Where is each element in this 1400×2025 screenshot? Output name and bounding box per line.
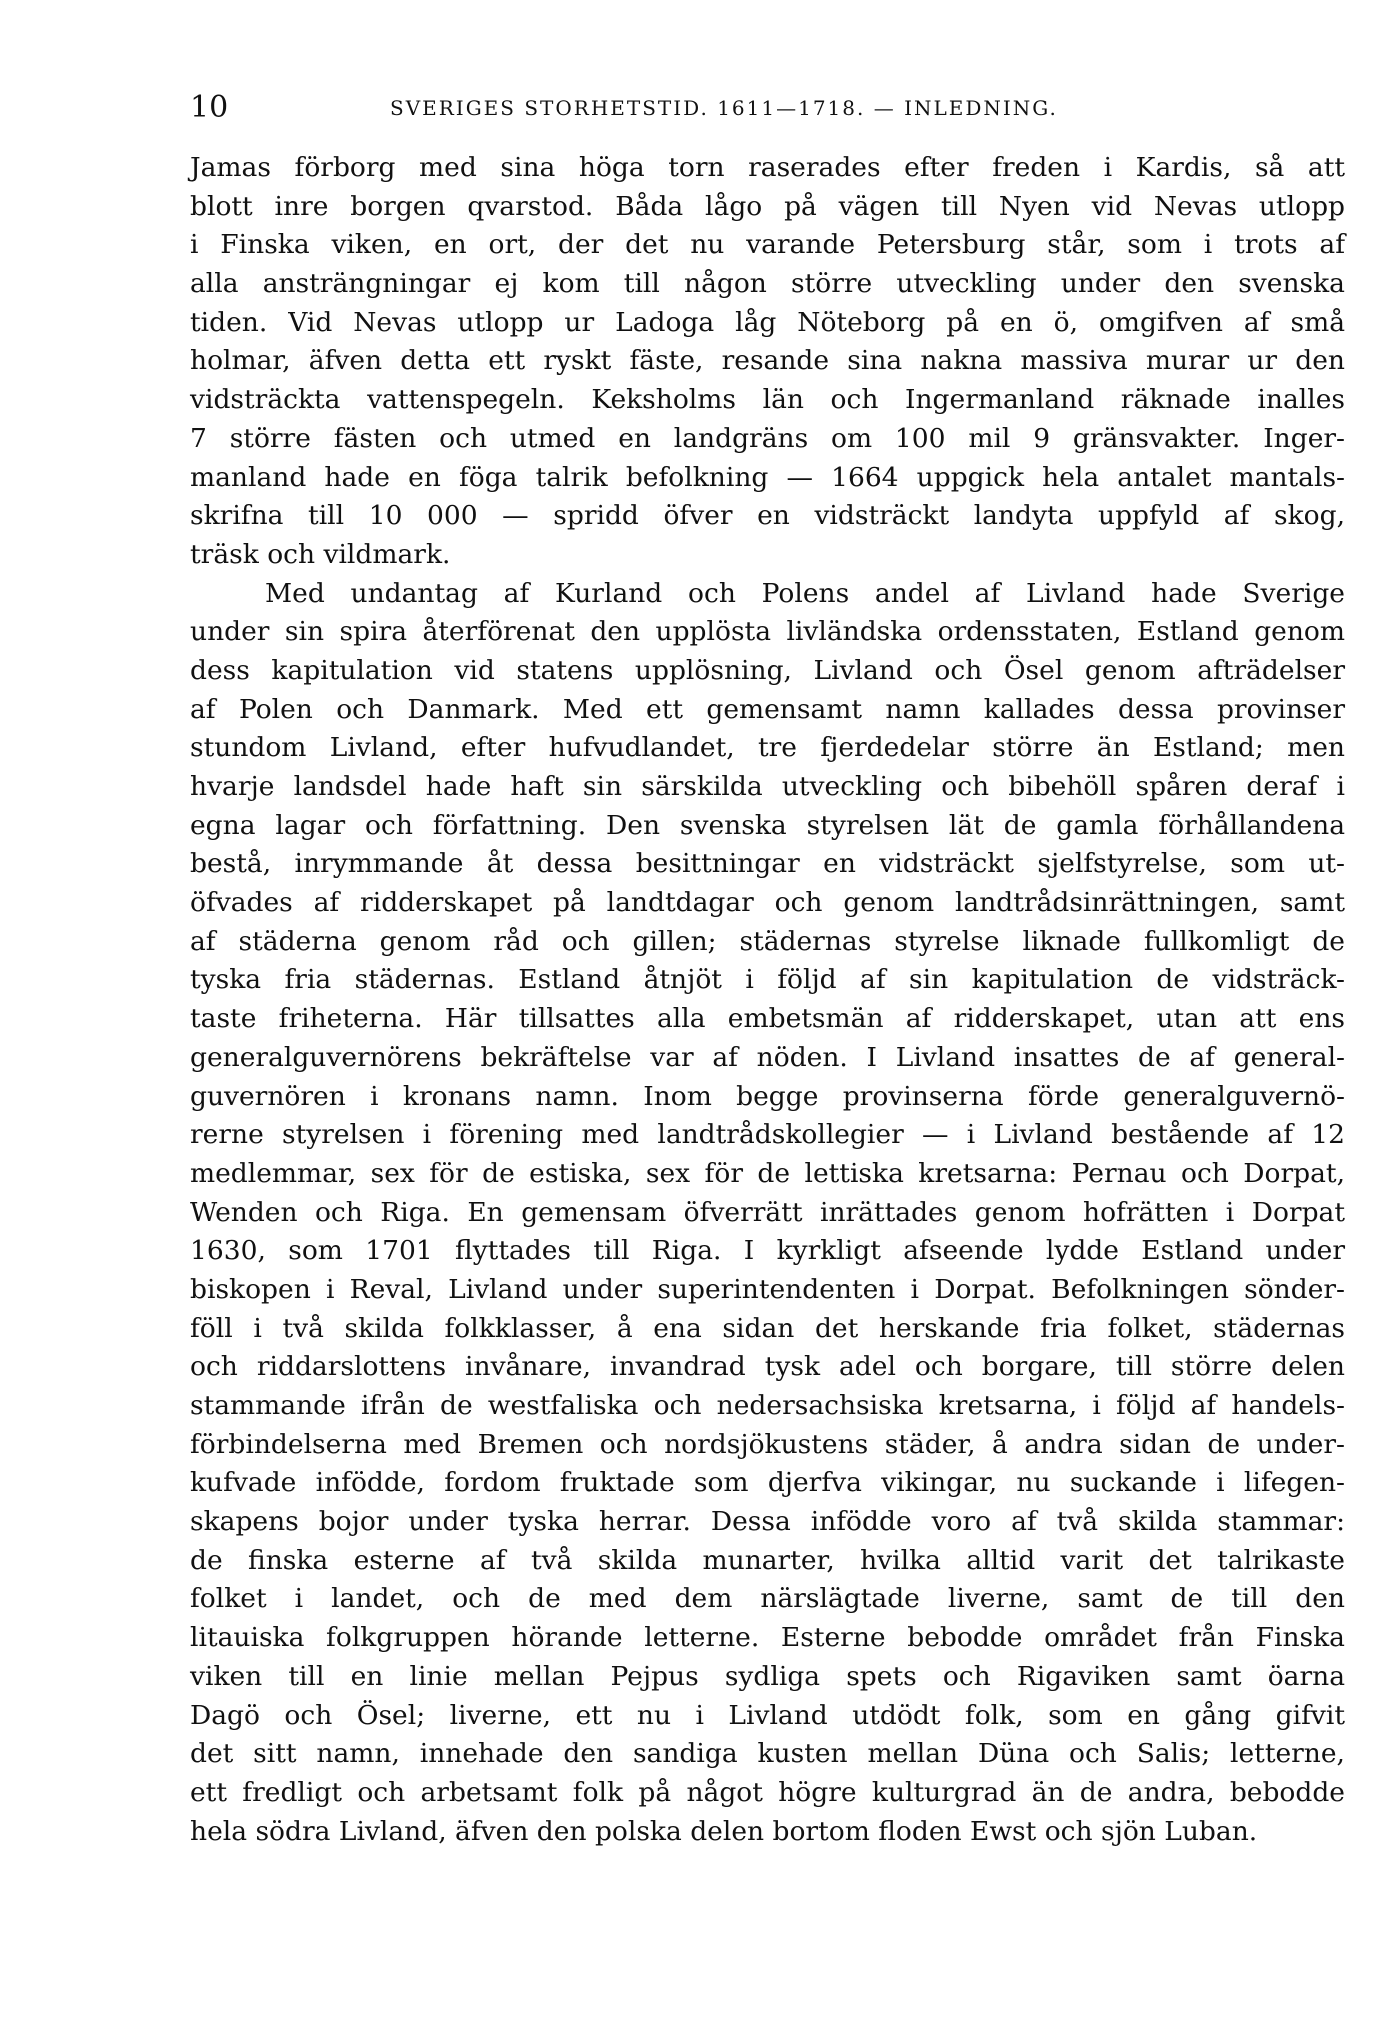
text-line: dess kapitulation vid statens upplösning, Livland och Ösel genom afträdelser (190, 654, 1345, 686)
text-line: holmar, äfven detta ett ryskt fäste, resande sina nakna massiva murar ur den (190, 345, 1345, 377)
text-line: tiden. Vid Nevas utlopp ur Ladoga låg Nöteborg på en ö, omgifven af små (190, 306, 1345, 338)
text-line: af Polen och Danmark. Med ett gemensamt namn kallades dessa provinser (190, 693, 1345, 725)
text-line: af städerna genom råd och gillen; städernas styrelse liknade fullkomligt de (190, 925, 1345, 957)
text-line: 1630, som 1701 flyttades till Riga. I kyrkligt afseende lydde Estland under (190, 1235, 1345, 1267)
text-line: det sitt namn, innehade den sandiga kusten mellan Düna och Salis; letterne, (190, 1738, 1345, 1770)
text-line: kufvade infödde, fordom fruktade som djerfva vikingar, nu suckande i lifegen- (190, 1467, 1345, 1499)
text-line: skapens bojor under tyska herrar. Dessa infödde voro af två skilda stammar: (190, 1506, 1345, 1538)
text-line: förbindelserna med Bremen och nordsjökustens städer, å andra sidan de under- (190, 1428, 1345, 1460)
text-line: de finska esterne af två skilda munarter, hvilka alltid varit det talrikaste (190, 1544, 1345, 1576)
text-line: 7 större fästen och utmed en landgräns om 100 mil 9 gränsvakter. Inger- (190, 422, 1345, 454)
text-line: under sin spira återförenat den upplösta livländska ordensstaten, Estland genom (190, 616, 1345, 648)
text-line: hvarje landsdel hade haft sin särskilda utveckling och bibehöll spåren deraf i (190, 771, 1345, 802)
text-line: litauiska folkgruppen hörande letterne. Esterne bebodde området från Finska (190, 1622, 1345, 1654)
paragraph-start-line: Med undantag af Kurland och Polens andel af Livland hade Sverige (265, 577, 1345, 609)
text-line: taste friheterna. Här tillsattes alla embetsmän af ridderskapet, utan att ens (190, 1003, 1345, 1035)
text-line: biskopen i Reval, Livland under superintendenten i Dorpat. Befolkningen sönder- (190, 1273, 1345, 1305)
text-line: bestå, inrymmande åt dessa besittningar en vidsträckt sjelfstyrelse, som ut- (190, 848, 1345, 880)
text-line: Jamas förborg med sina höga torn raserades efter freden i Kardis, så att (190, 152, 1345, 183)
text-line: egna lagar och författning. Den svenska styrelsen lät de gamla förhållandena (190, 809, 1345, 841)
text-line: viken till en linie mellan Pejpus sydliga spets och Rigaviken samt öarna (190, 1660, 1345, 1692)
running-head: SVERIGES STORHETSTID. 1611—1718. — INLEDNING. (390, 96, 1058, 120)
text-line: medlemmar, sex för de estiska, sex för de lettiska kretsarna: Pernau och Dorpat, (190, 1157, 1345, 1189)
text-line: tyska fria städernas. Estland åtnjöt i följd af sin kapitulation de vidsträck- (190, 964, 1345, 996)
text-line: Dagö och Ösel; liverne, ett nu i Livland utdödt folk, som en gång gifvit (190, 1699, 1345, 1731)
text-line: Wenden och Riga. En gemensam öfverrätt inrättades genom hofrätten i Dorpat (190, 1196, 1345, 1228)
text-line: i Finska viken, en ort, der det nu varande Petersburg står, som i trots af (190, 229, 1345, 261)
text-line: ett fredligt och arbetsamt folk på något högre kulturgrad än de andra, bebodde (190, 1776, 1345, 1808)
paragraph-end-line: hela södra Livland, äfven den polska delen bortom floden Ewst och sjön Luban. (190, 1815, 1258, 1847)
paragraph-end-line: träsk och vildmark. (190, 538, 451, 570)
page-number: 10 (190, 90, 229, 125)
text-line: stammande ifrån de westfaliska och nedersachsiska kretsarna, i följd af handels- (190, 1390, 1345, 1421)
text-line: guvernören i kronans namn. Inom begge provinserna förde generalguvernö- (190, 1080, 1345, 1112)
text-line: folket i landet, och de med dem närslägtade liverne, samt de till den (190, 1583, 1345, 1615)
text-line: stundom Livland, efter hufvudlandet, tre fjerdedelar större än Estland; men (190, 732, 1345, 764)
text-line: öfvades af ridderskapet på landtdagar och genom landtrådsinrättningen, samt (190, 887, 1345, 919)
page-header (190, 88, 1350, 128)
text-line: manland hade en föga talrik befolkning — 1664 uppgick hela antalet mantals- (190, 461, 1345, 493)
body-text (190, 149, 1345, 1851)
text-line: vidsträckta vattenspegeln. Keksholms län och Ingermanland räknade inalles (190, 384, 1345, 416)
text-line: och riddarslottens invånare, invandrad tysk adel och borgare, till större delen (190, 1351, 1345, 1383)
text-line: blott inre borgen qvarstod. Båda lågo på vägen till Nyen vid Nevas utlopp (190, 190, 1345, 222)
text-line: generalguvernörens bekräftelse var af nöden. I Livland insattes de af general- (190, 1041, 1345, 1073)
text-line: alla ansträngningar ej kom till någon större utveckling under den svenska (190, 268, 1345, 300)
text-line: skrifna till 10 000 — spridd öfver en vidsträckt landyta uppfyld af skog, (190, 500, 1345, 532)
text-line: rerne styrelsen i förening med landtrådskollegier — i Livland bestående af 12 (190, 1119, 1345, 1151)
text-line: föll i två skilda folkklasser, å ena sidan det herskande fria folket, städernas (190, 1312, 1345, 1344)
